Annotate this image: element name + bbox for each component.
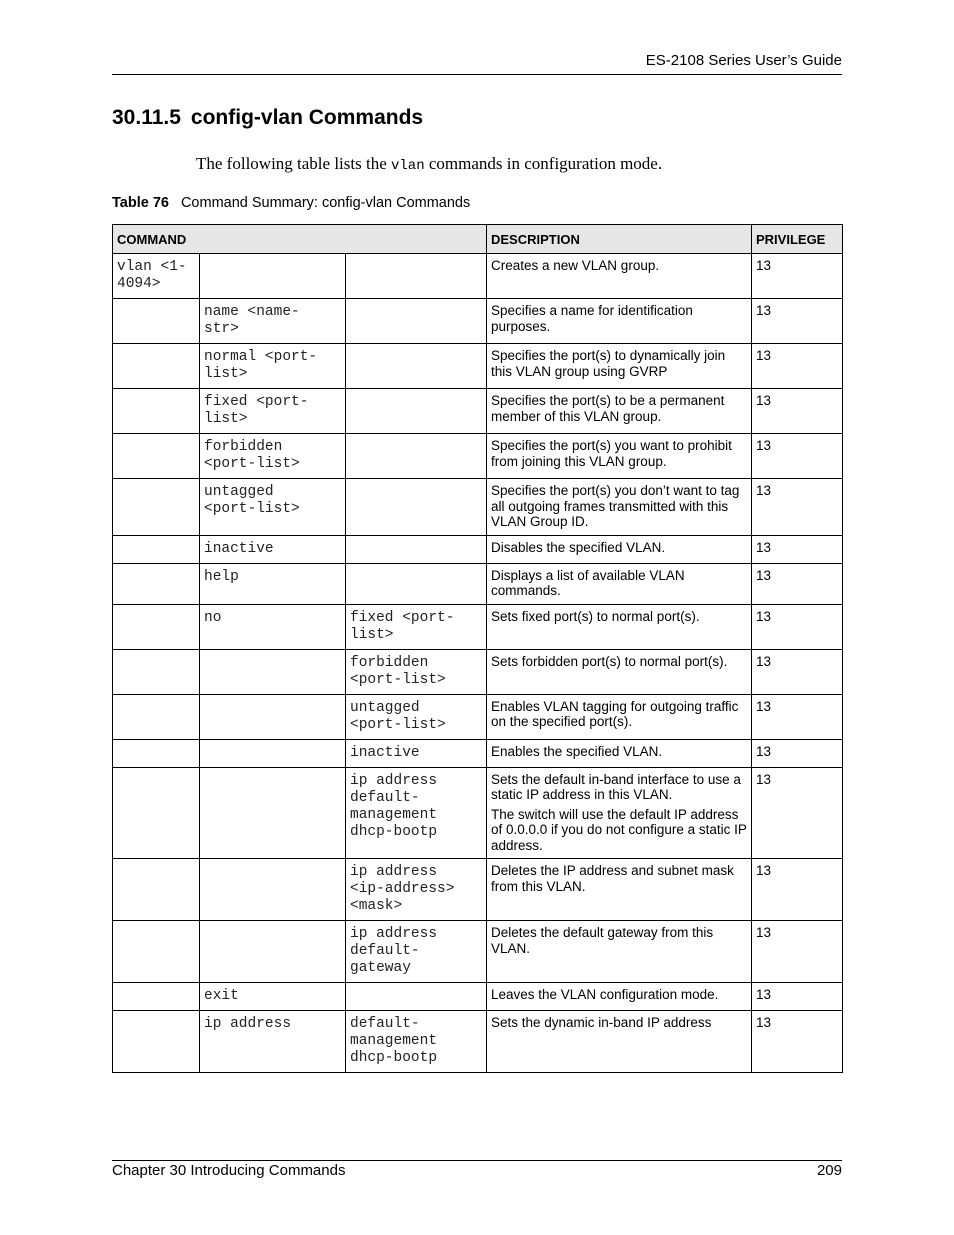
command-cell-level-1	[113, 604, 200, 649]
description-cell	[487, 389, 752, 434]
privilege-cell: 13	[752, 694, 843, 739]
command-cell-level-3: default- management dhcp-bootp	[346, 1011, 487, 1073]
command-cell-level-3: inactive	[346, 739, 487, 767]
command-cell-level-2	[200, 694, 346, 739]
table-row	[113, 767, 843, 859]
description-text: Specifies the port(s) to be a permanent member of this VLAN group.	[491, 393, 725, 424]
table-row	[113, 344, 843, 389]
table-row	[113, 604, 843, 649]
privilege-cell: 13	[752, 1011, 843, 1073]
privilege-cell: 13	[752, 983, 843, 1011]
intro-paragraph	[196, 154, 662, 174]
description-cell	[487, 739, 752, 767]
description-cell	[487, 344, 752, 389]
command-cell-level-3	[346, 299, 487, 344]
command-cell-level-3	[346, 344, 487, 389]
command-cell-level-2: ip address	[200, 1011, 346, 1073]
privilege-cell: 13	[752, 535, 843, 563]
command-cell-level-3: ip address <ip-address> <mask>	[346, 859, 487, 921]
description-cell	[487, 254, 752, 299]
description-text: Enables VLAN tagging for outgoing traffic on the specified port(s).	[491, 698, 739, 729]
command-cell-level-2	[200, 921, 346, 983]
command-cell-level-1	[113, 344, 200, 389]
description-cell	[487, 604, 752, 649]
privilege-cell: 13	[752, 479, 843, 536]
table-row	[113, 434, 843, 479]
command-cell-level-3	[346, 479, 487, 536]
command-cell-level-1	[113, 535, 200, 563]
description-cell	[487, 563, 752, 604]
table-row	[113, 254, 843, 299]
privilege-cell: 13	[752, 859, 843, 921]
table-row	[113, 859, 843, 921]
table-row	[113, 921, 843, 983]
table-row	[113, 299, 843, 344]
privilege-cell: 13	[752, 344, 843, 389]
table-row	[113, 389, 843, 434]
command-cell-level-2: no	[200, 604, 346, 649]
command-cell-level-2: inactive	[200, 535, 346, 563]
section-number: 30.11.5	[112, 106, 181, 129]
privilege-cell: 13	[752, 649, 843, 694]
description-text: Sets fixed port(s) to normal port(s).	[491, 608, 700, 624]
command-cell-level-2: fixed <port- list>	[200, 389, 346, 434]
header-rule	[112, 74, 842, 75]
header-privilege: PRIVILEGE	[752, 225, 843, 254]
description-text: Disables the specified VLAN.	[491, 539, 666, 555]
table-row	[113, 649, 843, 694]
privilege-cell: 13	[752, 254, 843, 299]
table-row	[113, 983, 843, 1011]
description-cell	[487, 479, 752, 536]
description-text: The switch will use the default IP address of 0.0.0.0 if you do not configure a static IP address.	[491, 806, 747, 853]
command-cell-level-1	[113, 921, 200, 983]
command-cell-level-2	[200, 767, 346, 859]
table-row	[113, 739, 843, 767]
description-text: Leaves the VLAN configuration mode.	[491, 987, 719, 1002]
privilege-cell: 13	[752, 563, 843, 604]
command-cell-level-2	[200, 859, 346, 921]
command-cell-level-1	[113, 479, 200, 536]
description-cell	[487, 859, 752, 921]
command-cell-level-3: ip address default- gateway	[346, 921, 487, 983]
command-cell-level-2: name <name- str>	[200, 299, 346, 344]
description-text: Specifies the port(s) to dynamically join this VLAN group using GVRP	[491, 348, 726, 379]
command-cell-level-2: forbidden <port-list>	[200, 434, 346, 479]
command-cell-level-1	[113, 434, 200, 479]
table-body	[113, 254, 843, 1073]
page-number: 209	[816, 1162, 842, 1179]
description-text: Sets the default in-band interface to use a static IP address in this VLAN.	[491, 771, 741, 802]
command-cell-level-1	[113, 739, 200, 767]
command-cell-level-2: untagged <port-list>	[200, 479, 346, 536]
privilege-cell: 13	[752, 299, 843, 344]
command-cell-level-3	[346, 389, 487, 434]
description-cell	[487, 767, 752, 859]
table-row	[113, 535, 843, 563]
description-text: Specifies a name for identification purposes.	[491, 303, 693, 334]
command-cell-level-1	[113, 1011, 200, 1073]
command-cell-level-3: ip address default- management dhcp-bootp	[346, 767, 487, 859]
running-header: ES-2108 Series User’s Guide	[645, 52, 842, 69]
command-cell-level-1	[113, 694, 200, 739]
command-cell-level-2: exit	[200, 983, 346, 1011]
description-cell	[487, 434, 752, 479]
privilege-cell: 13	[752, 604, 843, 649]
table-row	[113, 479, 843, 536]
command-cell-level-1	[113, 767, 200, 859]
footer-chapter: Chapter 30 Introducing Commands	[112, 1162, 346, 1179]
description-text: Deletes the IP address and subnet mask from this VLAN.	[491, 863, 734, 894]
command-cell-level-3: forbidden <port-list>	[346, 649, 487, 694]
intro-before: The following table lists the	[196, 154, 391, 173]
description-text: Enables the specified VLAN.	[491, 743, 663, 759]
command-cell-level-1	[113, 563, 200, 604]
description-cell	[487, 983, 752, 1011]
description-text: Deletes the default gateway from this VLAN.	[491, 925, 714, 956]
command-cell-level-1	[113, 859, 200, 921]
table-caption-label: Table 76	[112, 195, 169, 211]
header-description: DESCRIPTION	[487, 225, 752, 254]
description-text: Specifies the port(s) you don’t want to tag all outgoing frames transmitted with this VLAN Group ID.	[491, 483, 740, 529]
table-caption-text: Command Summary: config-vlan Commands	[180, 195, 471, 211]
description-text: Sets the dynamic in-band IP address	[491, 1015, 712, 1030]
description-cell	[487, 535, 752, 563]
table-caption	[112, 195, 470, 211]
intro-after: commands in configuration mode.	[424, 154, 663, 173]
description-text: Sets forbidden port(s) to normal port(s).	[491, 653, 728, 669]
command-cell-level-2	[200, 649, 346, 694]
header-command: COMMAND	[113, 225, 487, 254]
privilege-cell: 13	[752, 389, 843, 434]
table-row	[113, 1011, 843, 1073]
privilege-cell: 13	[752, 921, 843, 983]
section-title: config-vlan Commands	[190, 106, 424, 129]
command-cell-level-1: vlan <1- 4094>	[113, 254, 200, 299]
footer-rule	[112, 1160, 842, 1161]
description-cell	[487, 921, 752, 983]
command-cell-level-3: fixed <port- list>	[346, 604, 487, 649]
table-row	[113, 694, 843, 739]
command-cell-level-1	[113, 299, 200, 344]
command-cell-level-1	[113, 389, 200, 434]
description-cell	[487, 1011, 752, 1073]
table-header-row	[113, 225, 843, 254]
command-cell-level-2: normal <port- list>	[200, 344, 346, 389]
command-cell-level-2	[200, 739, 346, 767]
description-text: Creates a new VLAN group.	[491, 258, 660, 273]
description-cell	[487, 299, 752, 344]
description-cell	[487, 694, 752, 739]
command-cell-level-3	[346, 434, 487, 479]
command-cell-level-3: untagged <port-list>	[346, 694, 487, 739]
command-cell-level-1	[113, 983, 200, 1011]
command-cell-level-3	[346, 535, 487, 563]
privilege-cell: 13	[752, 767, 843, 859]
command-cell-level-3	[346, 563, 487, 604]
description-text: Displays a list of available VLAN commands.	[491, 567, 685, 598]
privilege-cell: 13	[752, 434, 843, 479]
table-row	[113, 563, 843, 604]
command-cell-level-2: help	[200, 563, 346, 604]
description-cell	[487, 649, 752, 694]
description-text: Specifies the port(s) you want to prohibit from joining this VLAN group.	[491, 438, 732, 469]
command-cell-level-2	[200, 254, 346, 299]
intro-code: vlan	[391, 158, 425, 174]
command-summary-table	[112, 224, 843, 1073]
command-cell-level-1	[113, 649, 200, 694]
privilege-cell: 13	[752, 739, 843, 767]
command-cell-level-3	[346, 983, 487, 1011]
section-heading	[112, 106, 423, 130]
command-cell-level-3	[346, 254, 487, 299]
